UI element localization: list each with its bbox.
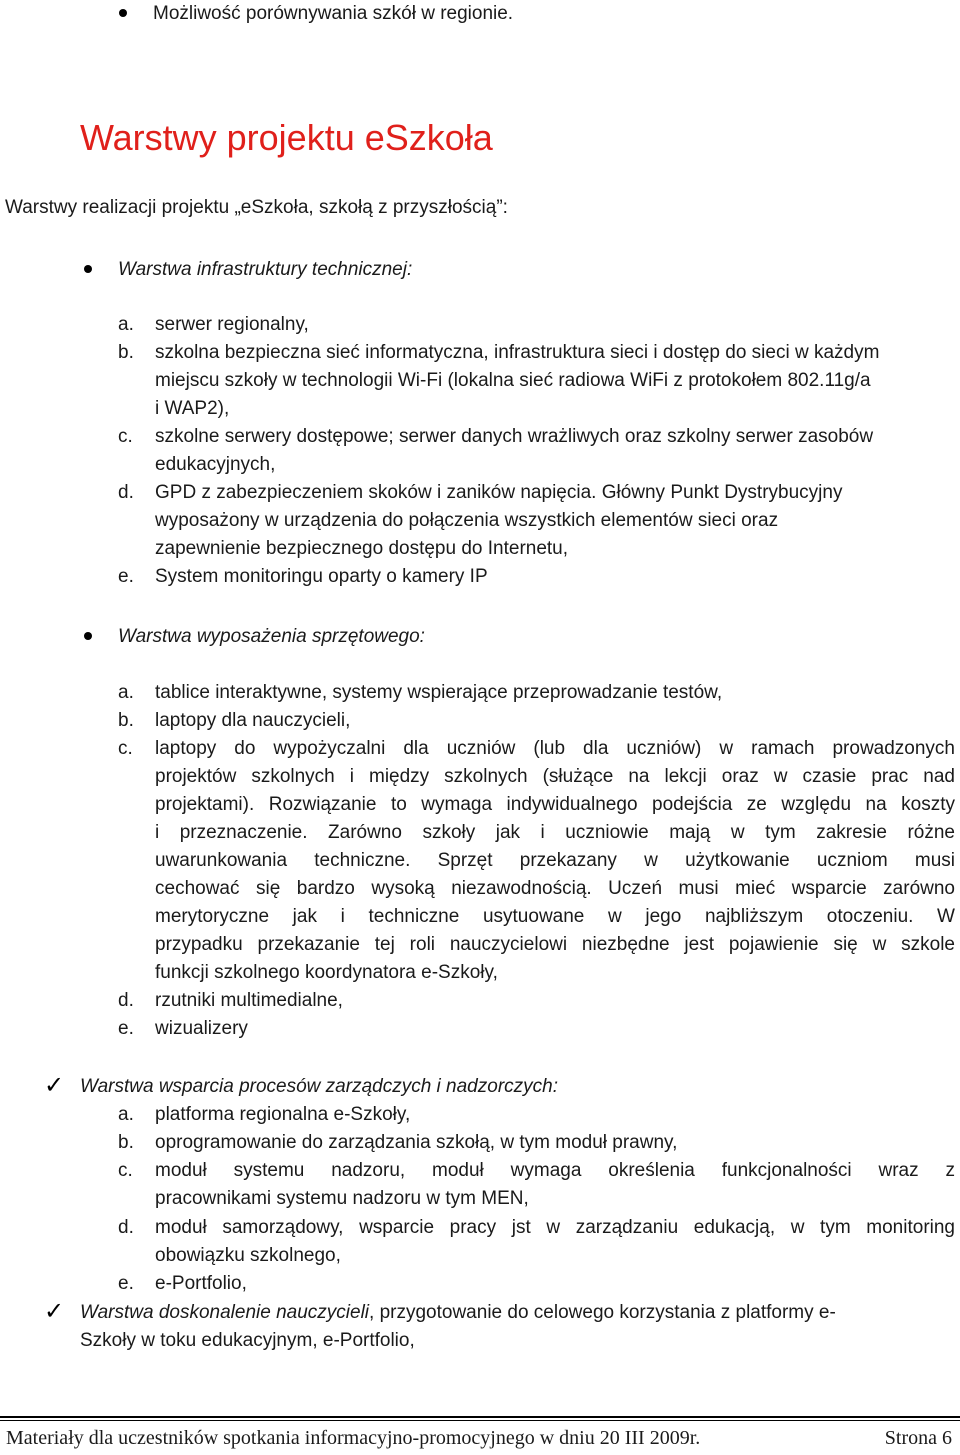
list-marker: c. xyxy=(118,738,133,759)
checkmark-icon: ✓ xyxy=(44,1297,65,1325)
list-item: moduł systemu nadzoru, moduł wymaga określenia funkcjonalności wraz z xyxy=(155,1160,955,1181)
section-title: Warstwy projektu eSzkoła xyxy=(80,117,493,158)
list-item: tablice interaktywne, systemy wspierające przeprowadzanie testów, xyxy=(155,682,723,703)
list-item: platforma regionalna e-Szkoły, xyxy=(155,1104,411,1125)
list-item: System monitoringu oparty o kamery IP xyxy=(155,566,488,587)
list-item: moduł samorządowy, wsparcie pracy jst w zarządzaniu edukacją, w tym monitoring xyxy=(155,1217,955,1238)
list-marker: c. xyxy=(118,1160,133,1181)
teachers-item-continuation: Szkoły w toku edukacyjnym, e-Portfolio, xyxy=(80,1330,415,1351)
list-item-continuation: i WAP2), xyxy=(155,398,230,419)
list-item: laptopy do wypożyczalni dla uczniów (lub dla uczniów) w ramach prowadzonych xyxy=(155,738,955,759)
list-item-continuation: i przeznaczenie. Zarówno szkoły jak i uczniowie mają w tym zakresie różne xyxy=(155,822,955,843)
list-item-continuation: wyposażony w urządzenia do połączenia wszystkich elementów sieci oraz xyxy=(155,510,779,531)
list-item: szkolne serwery dostępowe; serwer danych wrażliwych oraz szkolny serwer zasobów xyxy=(155,426,874,447)
list-marker: e. xyxy=(118,1018,134,1039)
teachers-item xyxy=(80,1299,836,1327)
page-number: Strona 6 xyxy=(884,1427,952,1449)
infra-heading: Warstwa infrastruktury technicznej: xyxy=(118,259,413,280)
list-item: GPD z zabezpieczeniem skoków i zaników napięcia. Główny Punkt Dystrybucyjny xyxy=(155,482,843,503)
hardware-heading: Warstwa wyposażenia sprzętowego: xyxy=(118,626,425,647)
list-item-continuation: pracownikami systemu nadzoru w tym MEN, xyxy=(155,1188,529,1209)
bullet-icon xyxy=(84,632,92,640)
list-marker: a. xyxy=(118,314,134,335)
list-marker: d. xyxy=(118,482,134,503)
footer-divider xyxy=(0,1420,960,1421)
list-item-continuation: funkcji szkolnego koordynatora e-Szkoły, xyxy=(155,962,498,983)
list-item-continuation: przypadku przekazanie tej roli nauczycielowi niezbędne jest pojawienie się w szkole xyxy=(155,934,955,955)
list-item: oprogramowanie do zarządzania szkołą, w tym moduł prawny, xyxy=(155,1132,678,1153)
footer-divider xyxy=(0,1416,960,1418)
teachers-text: , przygotowanie do celowego korzystania z platformy e- xyxy=(369,1302,836,1323)
list-item-continuation: uwarunkowania techniczne. Sprzęt przekazany w użytkowanie uczniom musi xyxy=(155,850,955,871)
list-item: e-Portfolio, xyxy=(155,1273,247,1294)
list-item-continuation: merytoryczne jak i techniczne usytuowane w jego najbliższym otoczeniu. W xyxy=(155,906,955,927)
list-marker: b. xyxy=(118,342,134,363)
list-item-continuation: zapewnienie bezpiecznego dostępu do Internetu, xyxy=(155,538,569,559)
list-marker: a. xyxy=(118,682,134,703)
list-marker: a. xyxy=(118,1104,134,1125)
list-item: rzutniki multimedialne, xyxy=(155,990,343,1011)
list-marker: e. xyxy=(118,1273,134,1294)
list-marker: b. xyxy=(118,710,134,731)
intro-text: Warstwy realizacji projektu „eSzkoła, szkołą z przyszłością”: xyxy=(5,197,508,218)
list-marker: e. xyxy=(118,566,134,587)
bullet-icon xyxy=(119,9,127,17)
list-item-continuation: obowiązku szkolnego, xyxy=(155,1245,341,1266)
list-marker: d. xyxy=(118,1217,134,1238)
top-list-item: Możliwość porównywania szkół w regionie. xyxy=(153,3,514,24)
list-item-continuation: projektów szkolnych i między szkolnych (służące na lekcji oraz w czasie prac nad xyxy=(155,766,955,787)
bullet-icon xyxy=(84,265,92,273)
list-marker: b. xyxy=(118,1132,134,1153)
list-item-continuation: edukacyjnych, xyxy=(155,454,276,475)
footer-text: Materiały dla uczestników spotkania informacyjno-promocyjnego w dniu 20 III 2009r. xyxy=(6,1427,701,1449)
list-item: laptopy dla nauczycieli, xyxy=(155,710,351,731)
list-item-continuation: cechować się bardzo wysoką niezawodnością. Uczeń musi mieć wsparcie zarówno xyxy=(155,878,955,899)
list-marker: d. xyxy=(118,990,134,1011)
list-item: wizualizery xyxy=(155,1018,248,1039)
list-item: szkolna bezpieczna sieć informatyczna, infrastruktura sieci i dostęp do sieci w każdym xyxy=(155,342,880,363)
list-item-continuation: projektami). Rozwiązanie to wymaga indywidualnego podejścia ze względu na koszty xyxy=(155,794,955,815)
list-item: serwer regionalny, xyxy=(155,314,309,335)
management-heading: Warstwa wsparcia procesów zarządczych i nadzorczych: xyxy=(80,1076,558,1097)
list-marker: c. xyxy=(118,426,133,447)
checkmark-icon: ✓ xyxy=(44,1071,65,1099)
list-item-continuation: miejscu szkoły w technologii Wi-Fi (lokalna sieć radiowa WiFi z protokołem 802.11g/a xyxy=(155,370,871,391)
teachers-heading: Warstwa doskonalenie nauczycieli xyxy=(80,1302,370,1323)
